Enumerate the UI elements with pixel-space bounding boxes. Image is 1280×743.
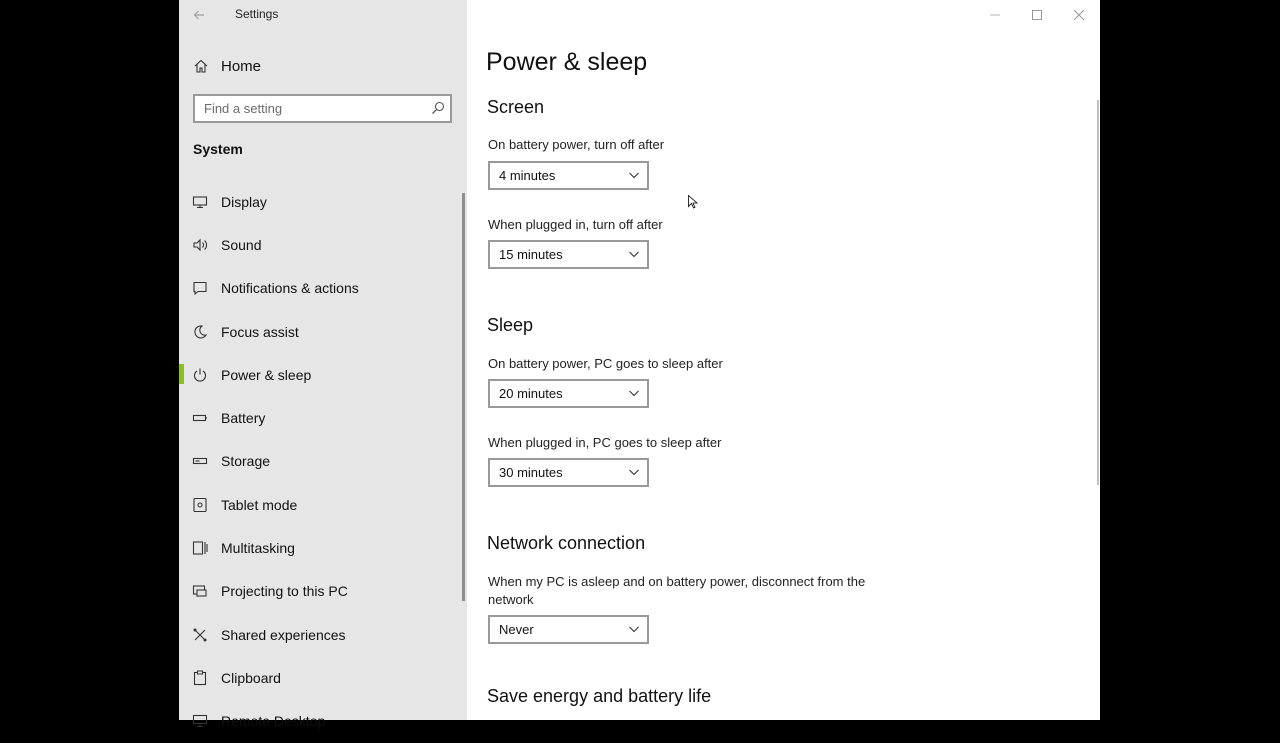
sidebar-item-power-sleep[interactable] — [179, 353, 462, 396]
sleep-plugged-label: When plugged in, PC goes to sleep after — [488, 435, 722, 450]
dropdown-value: 4 minutes — [499, 168, 556, 183]
screen-heading: Screen — [487, 97, 545, 117]
dropdown-value: Never — [499, 622, 534, 637]
sleep-heading: Sleep — [487, 315, 534, 335]
sidebar-item-remote-desktop[interactable] — [179, 700, 462, 743]
screen-battery-dropdown[interactable] — [488, 161, 649, 190]
speaker-icon — [192, 237, 208, 253]
chevron-down-icon — [629, 251, 639, 258]
sidebar-scrollbar[interactable] — [462, 193, 465, 601]
back-button[interactable] — [189, 4, 209, 26]
projector-icon — [192, 583, 208, 599]
main-content — [467, 0, 1100, 720]
sidebar-item-label: Remote Desktop — [221, 713, 326, 730]
sidebar-item-label: Notifications & actions — [221, 280, 359, 297]
sleep-battery-label: On battery power, PC goes to sleep after — [488, 356, 723, 371]
save-energy-heading: Save energy and battery life — [487, 686, 712, 706]
chevron-down-icon — [629, 469, 639, 476]
sleep-plugged-dropdown[interactable] — [488, 458, 649, 487]
sidebar-item-multitasking[interactable] — [179, 526, 462, 569]
sidebar-item-focus-assist[interactable] — [179, 310, 462, 353]
sidebar-item-notifications[interactable] — [179, 267, 462, 310]
network-dropdown[interactable] — [488, 615, 649, 644]
chevron-down-icon — [629, 390, 639, 397]
settings-window — [179, 0, 1100, 730]
page-title: Power & sleep — [486, 48, 648, 76]
search-input[interactable] — [195, 96, 424, 121]
sidebar-item-label: Clipboard — [221, 669, 281, 686]
sidebar-item-clipboard[interactable] — [179, 656, 462, 699]
sidebar-item-label: Tablet mode — [221, 496, 298, 513]
sidebar-item-label: Shared experiences — [221, 626, 346, 643]
sidebar-item-sound[interactable] — [179, 223, 462, 266]
dropdown-value: 30 minutes — [499, 465, 563, 480]
section-title: System — [193, 141, 243, 157]
chevron-down-icon — [629, 626, 639, 633]
window-controls — [974, 0, 1100, 30]
maximize-icon — [1032, 10, 1042, 20]
clipboard-icon — [192, 670, 208, 686]
remote-desktop-icon — [192, 713, 208, 729]
sidebar-item-display[interactable] — [179, 180, 462, 223]
sidebar-item-label: Projecting to this PC — [221, 583, 348, 600]
app-title: Settings — [235, 7, 279, 21]
dropdown-value: 15 minutes — [499, 247, 563, 262]
sidebar-item-battery[interactable] — [179, 396, 462, 439]
close-icon — [1074, 10, 1084, 20]
close-button[interactable] — [1058, 0, 1100, 30]
sidebar-item-storage[interactable] — [179, 440, 462, 483]
battery-icon — [192, 410, 208, 426]
back-arrow-icon — [193, 9, 205, 21]
sidebar-item-label: Focus assist — [221, 323, 299, 340]
network-heading: Network connection — [487, 533, 646, 553]
moon-icon — [192, 324, 208, 340]
multitasking-icon — [192, 540, 208, 556]
search-icon[interactable] — [431, 101, 445, 115]
chevron-down-icon — [629, 172, 639, 179]
shared-icon — [192, 627, 208, 643]
home-label: Home — [221, 57, 262, 75]
screen-battery-label: On battery power, turn off after — [488, 137, 665, 152]
search-box[interactable] — [193, 94, 452, 123]
screen-plugged-label: When plugged in, turn off after — [488, 217, 663, 232]
storage-icon — [192, 453, 208, 469]
maximize-button[interactable] — [1016, 0, 1058, 30]
sidebar-item-label: Power & sleep — [221, 366, 312, 383]
sidebar-item-shared-experiences[interactable] — [179, 613, 462, 656]
network-label: When my PC is asleep and on battery power, disconnect from the network — [488, 574, 866, 607]
sidebar-item-label: Storage — [221, 453, 271, 470]
power-icon — [192, 367, 208, 383]
display-icon — [192, 194, 208, 210]
sleep-battery-dropdown[interactable] — [488, 379, 649, 408]
sidebar-item-label: Multitasking — [221, 540, 295, 557]
sidebar — [179, 0, 467, 730]
minimize-button[interactable] — [974, 0, 1016, 30]
nav-list — [179, 180, 462, 743]
sidebar-item-tablet-mode[interactable] — [179, 483, 462, 526]
notification-icon — [192, 280, 208, 296]
tablet-icon — [192, 497, 208, 513]
dropdown-value: 20 minutes — [499, 386, 563, 401]
sidebar-item-projecting[interactable] — [179, 570, 462, 613]
sidebar-item-label: Display — [221, 193, 267, 210]
sidebar-item-label: Sound — [221, 236, 262, 253]
screen-plugged-dropdown[interactable] — [488, 240, 649, 269]
home-nav[interactable] — [193, 54, 261, 78]
main-scrollbar[interactable] — [1097, 100, 1099, 485]
sidebar-item-label: Battery — [221, 410, 266, 427]
minimize-icon — [990, 10, 1000, 20]
home-icon — [193, 58, 209, 74]
mouse-cursor-icon — [688, 195, 697, 209]
